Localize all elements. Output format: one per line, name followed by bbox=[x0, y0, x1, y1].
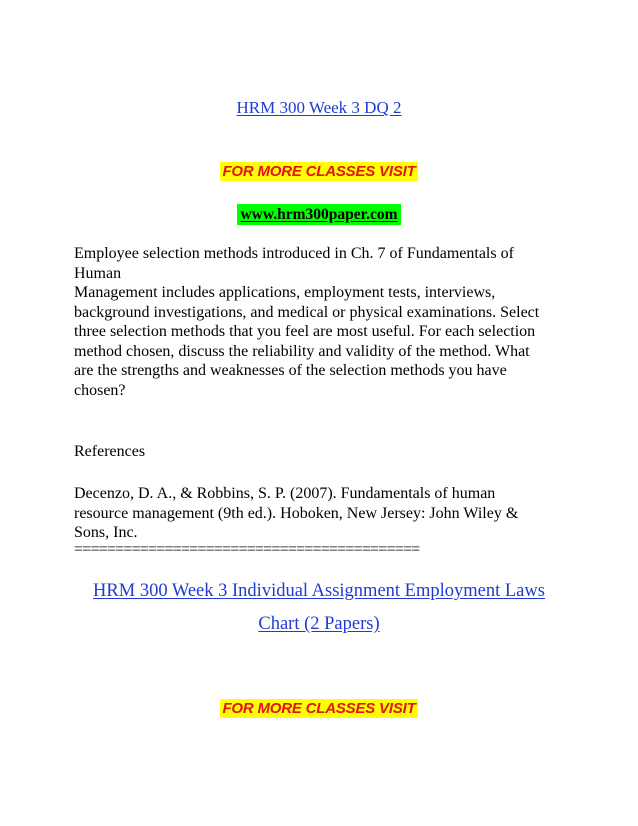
website-link[interactable]: www.hrm300paper.com bbox=[237, 204, 400, 225]
reference-entry bbox=[74, 484, 574, 543]
title-link[interactable]: HRM 300 Week 3 DQ 2 bbox=[236, 98, 402, 117]
next-assignment-link-1[interactable]: HRM 300 Week 3 Individual Assignment Employment Laws bbox=[93, 581, 545, 601]
question-line: are the strengths and weaknesses of the selection methods you have bbox=[74, 362, 507, 379]
question-line: three selection methods that you feel are most useful. For each selection bbox=[74, 323, 536, 340]
reference-line: Sons, Inc. bbox=[74, 524, 138, 541]
question-line: Employee selection methods introduced in Ch. 7 of Fundamentals of bbox=[74, 245, 514, 262]
reference-line: Decenzo, D. A., & Robbins, S. P. (2007). Fundamentals of human bbox=[74, 485, 496, 502]
question-line: Human bbox=[74, 264, 122, 282]
question-line: background investigations, and medical or physical examinations. Select bbox=[74, 303, 540, 321]
question-line: Management includes applications, employment tests, interviews, bbox=[74, 284, 496, 301]
question-line: chosen? bbox=[74, 381, 126, 399]
promo-line-2 bbox=[0, 700, 638, 718]
references-heading: References bbox=[74, 443, 146, 460]
next-assignment-line-1 bbox=[0, 581, 638, 602]
url-line bbox=[0, 206, 638, 224]
title-line bbox=[0, 98, 638, 118]
promo-text-1: FOR MORE CLASSES VISIT bbox=[222, 163, 416, 180]
promo-line-1 bbox=[0, 163, 638, 181]
separator-line: ========================================== bbox=[74, 541, 420, 558]
next-assignment-line-2 bbox=[0, 614, 638, 635]
reference-line: resource management (9th ed.). Hoboken, New Jersey: John Wiley & bbox=[74, 504, 519, 522]
next-assignment-link-2[interactable]: Chart (2 Papers) bbox=[258, 614, 380, 634]
promo-text-2: FOR MORE CLASSES VISIT bbox=[222, 700, 416, 717]
question-paragraph bbox=[74, 244, 574, 400]
question-line: method chosen, discuss the reliability and validity of the method. What bbox=[74, 342, 530, 360]
